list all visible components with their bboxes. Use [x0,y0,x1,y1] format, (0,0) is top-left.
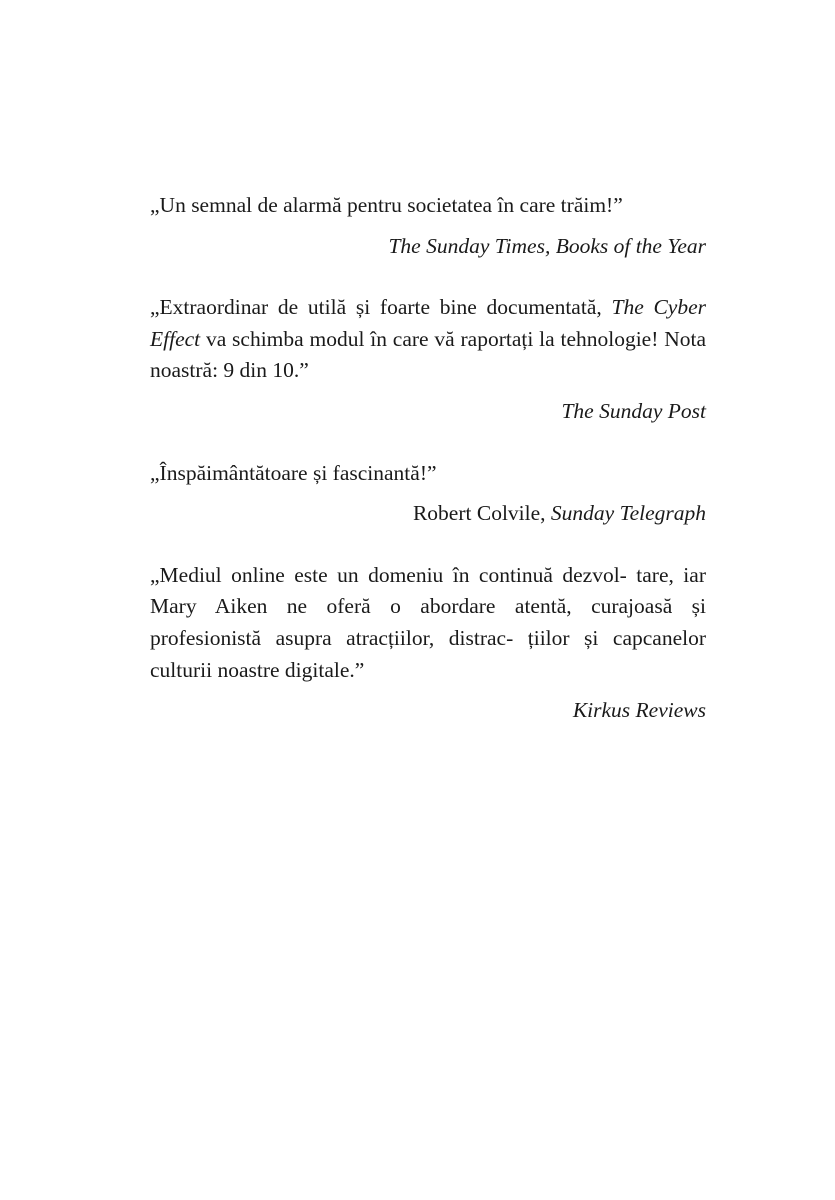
blurb-item [150,560,706,727]
blurb-quote-line: „Mediul online este un domeniu în continuă dezvol- [150,562,627,587]
blurb-quote-line: va schimba modul în care vă raportați [200,326,534,351]
blurb-quote: „Un semnal de alarmă pentru societatea în care trăim!” [150,193,623,217]
blurb-quote-line: curajoasă și profesionistă asupra atracțiilor, distrac- [150,594,707,650]
blurb-item [150,190,706,262]
blurb-quote-line: țiilor și capcanelor culturii noastre digitale.” [150,625,707,682]
blurb-quote-line: „Extraordinar de utilă și foarte bine documentată, [150,295,602,320]
attribution-source-italic: Sunday Telegraph [550,501,706,526]
blurb-attribution [150,396,706,428]
attribution-source-italic: The Sunday Times, Books of the Year [388,233,706,258]
blurb-quote [150,560,706,686]
blurb-attribution [150,498,706,530]
blurb-quote-line: la tehnologie! Nota noastră: 9 din 10.” [150,326,706,383]
blurb-quote-line: tare, iar Mary Aiken ne oferă o abordare atentă, [150,562,706,619]
attribution-source-italic: The Sunday Post [561,398,706,423]
blurb-quote [150,292,706,387]
blurb-quote: „Înspăimântătoare și fascinantă!” [150,460,437,485]
blurb-attribution [150,231,706,263]
attribution-source-roman: Robert Colvile, [412,501,551,526]
attribution-source-italic: Kirkus Reviews [572,698,706,723]
blurb-quote-book-title: The Cyber Effect [150,295,707,351]
blurb-item [150,458,706,530]
blurb-list [150,190,706,727]
blurb-attribution [150,695,706,727]
blurb-item [150,292,706,427]
